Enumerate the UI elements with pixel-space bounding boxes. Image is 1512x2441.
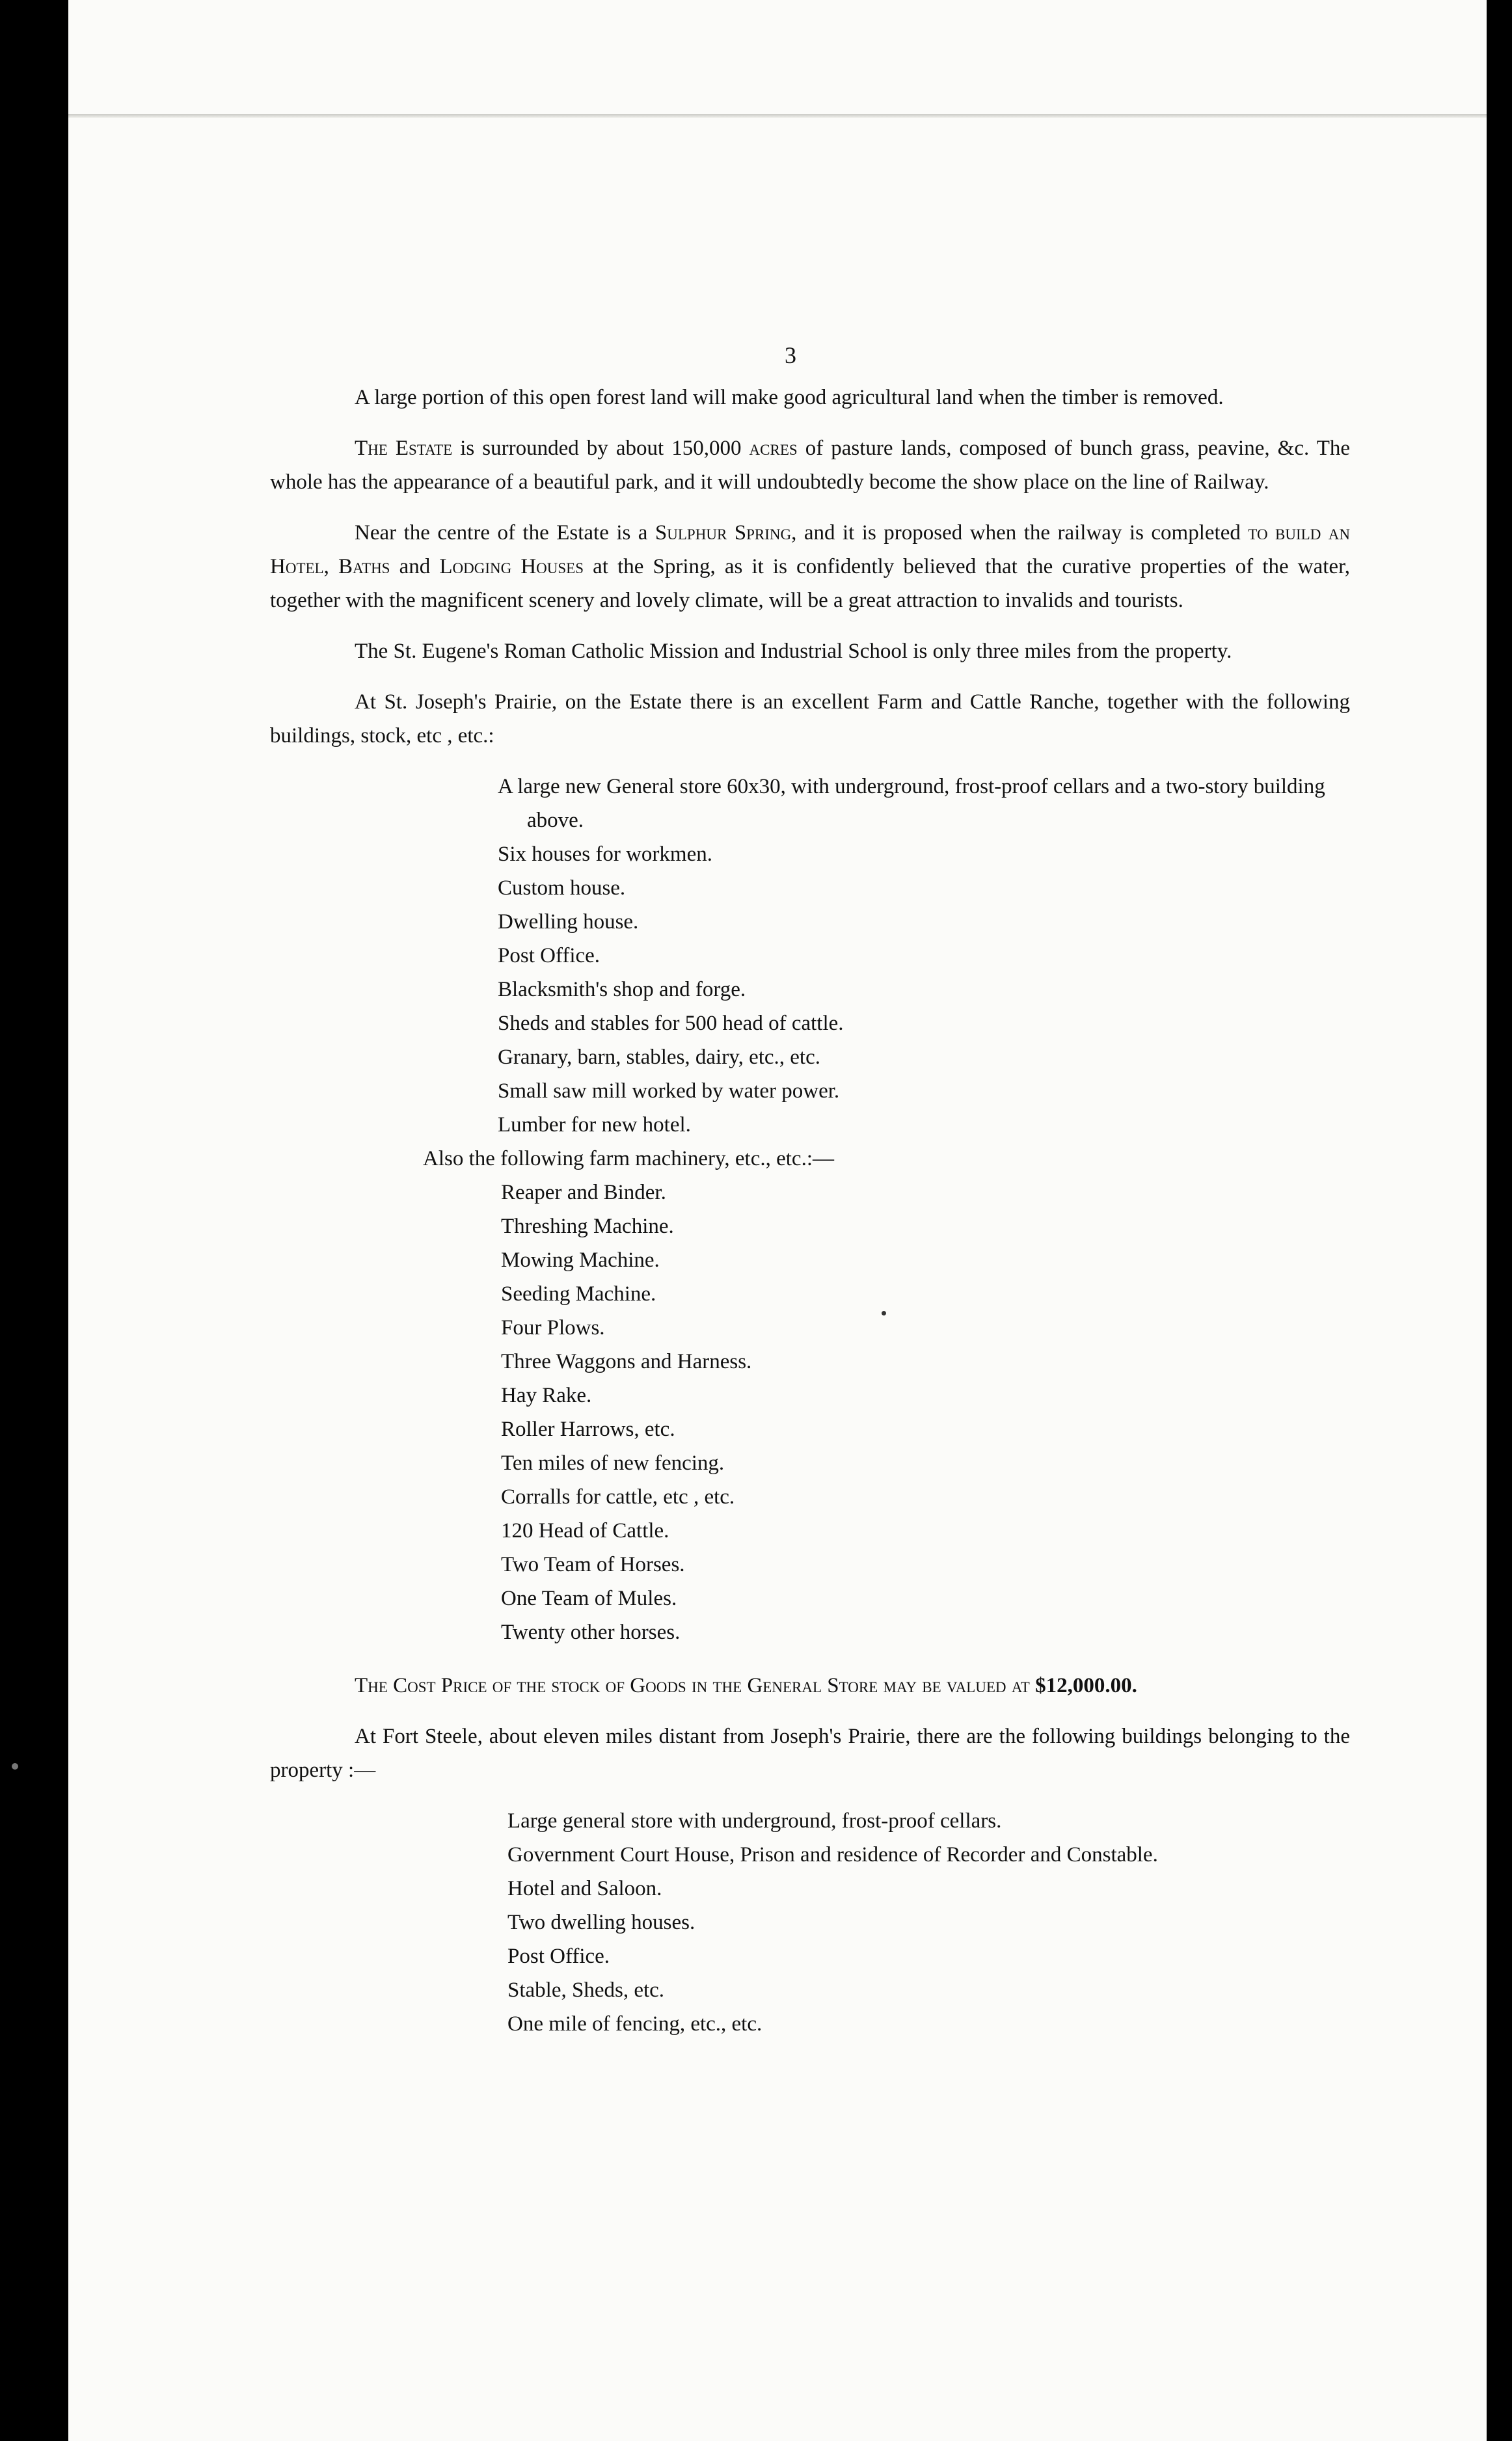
list-item: Small saw mill worked by water power. <box>498 1079 840 1103</box>
machinery-intro: Also the following farm machinery, etc., etc.:— <box>423 1147 834 1170</box>
list-item: Reaper and Binder. <box>501 1181 666 1204</box>
list-item: One Team of Mules. <box>501 1587 677 1610</box>
machinery-list <box>501 1176 1350 1649</box>
list-item: Seeding Machine. <box>501 1282 656 1306</box>
document-body <box>270 381 1350 2041</box>
scan-speck <box>882 1311 886 1315</box>
scan-speck <box>12 1763 18 1770</box>
buildings-list <box>498 770 1350 1142</box>
cost-price-text: The Cost Price of the stock of Goods in the General Store may be valued at <box>355 1674 1030 1697</box>
list-item: Twenty other horses. <box>501 1621 681 1644</box>
list-item: Government Court House, Prison and residence of Recorder and Constable. <box>507 1843 1158 1867</box>
paragraph-fort-steele: At Fort Steele, about eleven miles distant from Joseph's Prairie, there are the following buildings belonging to the property :— <box>270 1725 1350 1782</box>
paragraph-mission: The St. Eugene's Roman Catholic Mission and Industrial School is only three miles from the property. <box>355 640 1232 663</box>
list-item: Four Plows. <box>501 1316 605 1340</box>
estate-heading: The Estate <box>355 437 453 460</box>
document-page <box>68 0 1487 2441</box>
paragraph-estate <box>270 431 1350 499</box>
list-item: Stable, Sheds, etc. <box>507 1978 665 2002</box>
estate-text-1: is surrounded by about 150,000 <box>452 437 749 460</box>
list-item: Mowing Machine. <box>501 1248 660 1272</box>
sulphur-spring-term: Sulphur Spring <box>655 521 792 545</box>
list-item: Hotel and Saloon. <box>507 1877 662 1900</box>
list-item: Six houses for workmen. <box>498 843 712 866</box>
paragraph-forest-land: A large portion of this open forest land will make good agricultural land when the timber is removed. <box>355 386 1224 409</box>
list-item: One mile of fencing, etc., etc. <box>507 2012 763 2036</box>
list-item: Ten miles of new fencing. <box>501 1451 725 1475</box>
page-fold-edge <box>68 114 1487 118</box>
fort-steele-list <box>507 1804 1350 2041</box>
spring-text-3: and <box>390 555 440 578</box>
cost-amount: $12,000.00. <box>1035 1674 1137 1697</box>
list-item: Blacksmith's shop and forge. <box>498 978 746 1001</box>
list-item: Three Waggons and Harness. <box>501 1350 752 1373</box>
spring-text-1: Near the centre of the Estate is a <box>355 521 655 545</box>
paragraph-prairie: At St. Joseph's Prairie, on the Estate there is an excellent Farm and Cattle Ranche, together with the following buildings, stock, etc , etc.: <box>270 690 1350 748</box>
list-item: Post Office. <box>498 944 601 967</box>
build-hotel-term: to build an Hotel, Baths <box>270 521 1351 578</box>
list-item: Two Team of Horses. <box>501 1553 685 1576</box>
paragraph-cost-price <box>270 1669 1350 1703</box>
list-item: Two dwelling houses. <box>507 1911 695 1934</box>
list-item: A large new General store 60x30, with underground, frost-proof cellars and a two-story building above. <box>498 775 1325 832</box>
page-number: 3 <box>785 342 796 368</box>
list-item: Threshing Machine. <box>501 1215 674 1238</box>
list-item: Granary, barn, stables, dairy, etc., etc. <box>498 1045 820 1069</box>
list-item: Corralls for cattle, etc , etc. <box>501 1485 735 1509</box>
list-item: Hay Rake. <box>501 1384 592 1407</box>
estate-text-2: of pasture lands, composed of bunch grass, peavine, &c. The whole has the appearance of a beautiful park, and it will undoubtedly become the show place on the line of Railway. <box>270 437 1350 494</box>
list-item: Custom house. <box>498 876 626 900</box>
list-item: Large general store with underground, frost-proof cellars. <box>507 1809 1002 1833</box>
paragraph-sulphur-spring <box>270 516 1350 617</box>
list-item: Roller Harrows, etc. <box>501 1418 675 1441</box>
lodging-houses-term: Lodging Houses <box>439 555 584 578</box>
list-item: Post Office. <box>507 1945 610 1968</box>
acres-term: acres <box>749 437 798 460</box>
list-item: 120 Head of Cattle. <box>501 1519 669 1543</box>
list-item: Dwelling house. <box>498 910 639 934</box>
list-item: Lumber for new hotel. <box>498 1113 691 1137</box>
list-item: Sheds and stables for 500 head of cattle. <box>498 1012 844 1035</box>
spring-text-4: at the Spring, as it is confidently believed that the curative properties of the water, together with the magnificent scenery and lovely climate, will be a great attraction to invalids and tourists. <box>270 555 1350 612</box>
spring-text-2: , and it is proposed when the railway is completed <box>791 521 1249 545</box>
